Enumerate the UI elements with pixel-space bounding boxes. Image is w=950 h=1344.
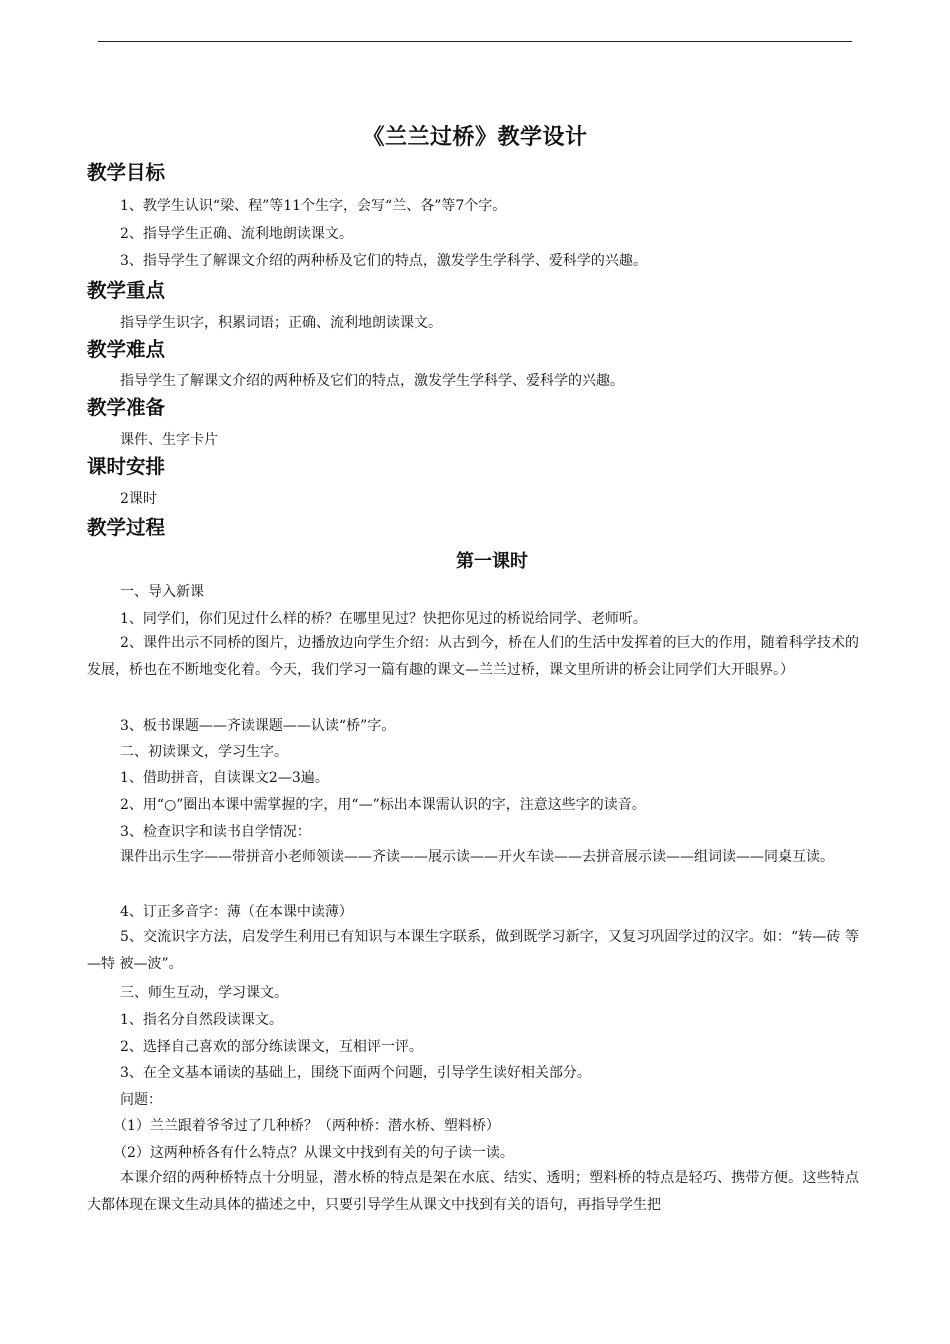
difficulties-text: 指导学生了解课文介绍的两种桥及它们的特点，激发学生学科学、爱科学的兴趣。 bbox=[120, 373, 624, 389]
lesson-title: 第一课时 bbox=[456, 551, 528, 572]
process-line: 2、用“○”圈出本课中需掌握的字，用“—”标出本课需认识的字，注意这些字的读音。 bbox=[120, 797, 646, 813]
preparation-text: 课件、生字卡片 bbox=[120, 432, 218, 448]
process-line: 1、指名分自然段读课文。 bbox=[120, 1012, 283, 1028]
process-line: （1）兰兰跟着爷爷过了几种桥？（两种桥：潜水桥、塑料桥） bbox=[113, 1118, 500, 1134]
process-line: 1、同学们，你们见过什么样的桥？在哪里见过？快把你见过的桥说给同学、老师听。 bbox=[120, 611, 647, 627]
process-paragraph: 5、交流识字方法，启发学生利用已有知识与本课生字联系，做到既学习新字，又复习巩固学过的汉字。如：“转—砖 等—特 被—波”。 bbox=[87, 929, 859, 972]
process-line: 3、在全文基本诵读的基础上，围绕下面两个问题，引导学生读好相关部分。 bbox=[120, 1065, 591, 1081]
process-paragraph: 本课介绍的两种桥特点十分明显，潜水桥的特点是架在水底、结实、透明；塑料桥的特点是轻巧、携带方便。这些特点大都体现在课文生动具体的描述之中，只要引导学生从课文中找到有关的语句，再指导学生把 bbox=[87, 1170, 859, 1213]
objective-2: 2、指导学生正确、流利地朗读课文。 bbox=[120, 226, 353, 242]
heading-process: 教学过程 bbox=[87, 516, 166, 539]
process-paragraph: 课件出示生字——带拼音小老师领读——齐读——展示读——开火车读——去拼音展示读——组词读——同桌互读。 bbox=[120, 849, 834, 865]
process-line: 3、检查识字和读书自学情况： bbox=[120, 824, 311, 840]
header-rule bbox=[98, 41, 852, 42]
schedule-text: 2课时 bbox=[120, 491, 157, 507]
process-line: 一、导入新课 bbox=[120, 584, 204, 600]
process-line: 3、板书课题——齐读课题——认读“桥”字。 bbox=[120, 718, 396, 734]
heading-schedule: 课时安排 bbox=[87, 455, 166, 478]
page-title: 《兰兰过桥》教学设计 bbox=[362, 125, 588, 150]
key-points-text: 指导学生识字，积累词语；正确、流利地朗读课文。 bbox=[120, 315, 442, 331]
objective-1: 1、教学生认识“梁、程”等11个生字，会写“兰、各”等7个字。 bbox=[120, 198, 507, 214]
process-line: （2）这两种桥各有什么特点？从课文中找到有关的句子读一读。 bbox=[113, 1145, 514, 1161]
process-paragraph: 2、课件出示不同桥的图片，边播放边向学生介绍：从古到今，桥在人们的生活中发挥着的巨大的作用，随着科学技术的发展，桥也在不断地变化着。今天，我们学习一篇有趣的课文—兰兰过桥，课文里所讲的桥会让同学们大开眼界。） bbox=[87, 635, 859, 678]
process-line: 问题： bbox=[120, 1092, 162, 1108]
heading-objectives: 教学目标 bbox=[87, 161, 166, 184]
heading-difficulties: 教学难点 bbox=[87, 338, 166, 361]
process-line: 三、师生互动，学习课文。 bbox=[120, 985, 288, 1001]
process-line: 二、初读课文，学习生字。 bbox=[120, 744, 288, 760]
process-line: 1、借助拼音，自读课文2—3遍。 bbox=[120, 770, 329, 786]
process-line: 4、订正多音字：薄（在本课中读薄） bbox=[120, 904, 353, 920]
heading-key-points: 教学重点 bbox=[87, 279, 166, 302]
objective-3: 3、指导学生了解课文介绍的两种桥及它们的特点，激发学生学科学、爱科学的兴趣。 bbox=[120, 253, 647, 269]
process-line: 2、选择自己喜欢的部分练读课文，互相评一评。 bbox=[120, 1039, 423, 1055]
heading-preparation: 教学准备 bbox=[87, 396, 166, 419]
